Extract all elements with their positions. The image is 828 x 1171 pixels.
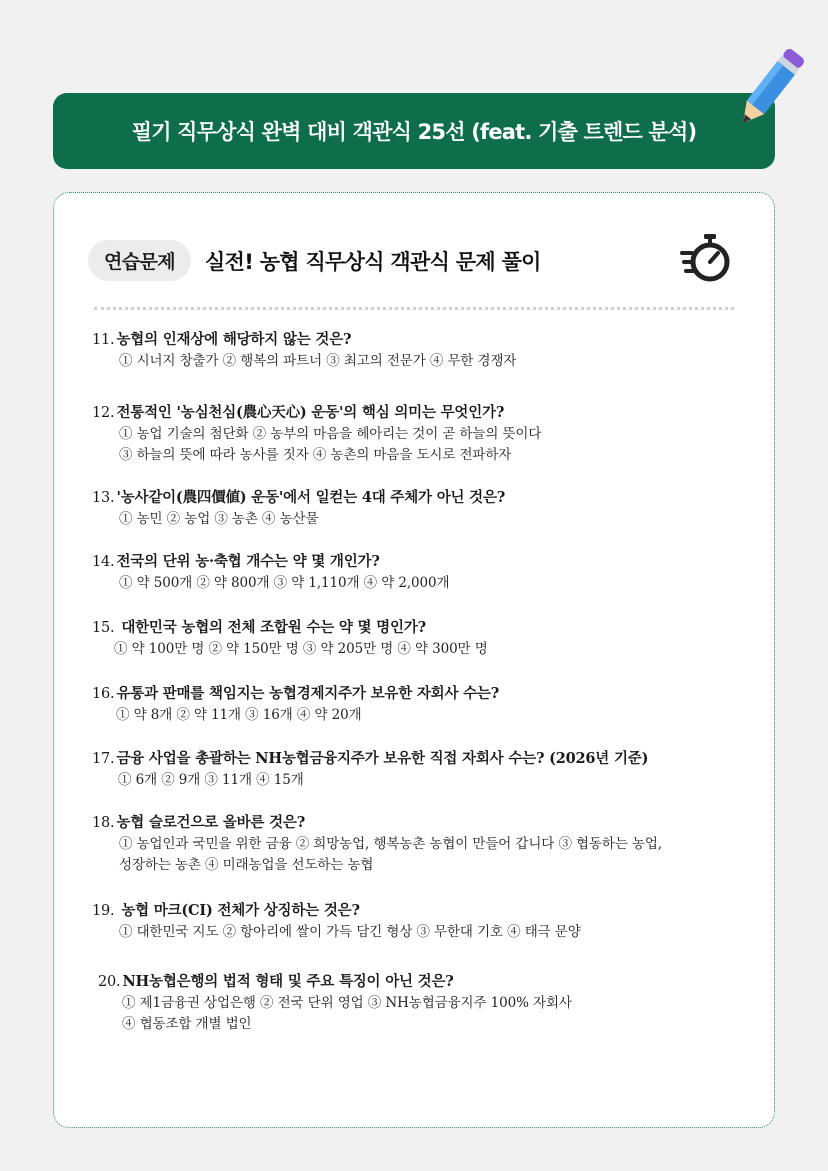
question-12 xyxy=(92,402,752,466)
question-options: ① 약 8개 ② 약 11개 ③ 16개 ④ 약 20개 xyxy=(116,707,362,723)
question-options: ① 6개 ② 9개 ③ 11개 ④ 15개 xyxy=(118,772,304,788)
header-banner xyxy=(53,93,775,169)
question-title: 11. 농협의 인재상에 해당하지 않는 것은? xyxy=(92,331,352,348)
question-title: 16. 유통과 판매를 책임지는 농협경제지주가 보유한 자회사 수는? xyxy=(92,685,500,702)
question-options: ③ 하늘의 뜻에 따라 농사를 짓자 ④ 농촌의 마음을 도시로 전파하자 xyxy=(119,447,512,463)
question-15 xyxy=(92,617,752,660)
question-20 xyxy=(98,971,758,1035)
stopwatch-icon xyxy=(680,233,736,283)
question-17 xyxy=(92,748,752,791)
question-11 xyxy=(92,329,752,372)
section-header xyxy=(88,240,541,281)
header-title: 필기 직무상식 완벽 대비 객관식 25선 (feat. 기출 트렌드 분석) xyxy=(131,120,697,144)
question-options: ① 시너지 창출가 ② 행복의 파트너 ③ 최고의 전문가 ④ 무한 경쟁자 xyxy=(119,353,517,369)
question-options: ① 약 500개 ② 약 800개 ③ 약 1,110개 ④ 약 2,000개 xyxy=(119,575,450,591)
question-18 xyxy=(92,812,752,876)
question-title: 18. 농협 슬로건으로 올바른 것은? xyxy=(92,814,305,831)
question-title: 20. NH농협은행의 법적 형태 및 주요 특징이 아닌 것은? xyxy=(98,973,454,990)
question-title: 13. '농사같이(農四價値) 운동'에서 일컫는 4대 주체가 아닌 것은? xyxy=(92,489,506,506)
pencil-icon xyxy=(728,40,810,140)
question-options: ① 대한민국 지도 ② 항아리에 쌀이 가득 담긴 형상 ③ 무한대 기호 ④ 태극 문양 xyxy=(119,924,581,940)
question-13 xyxy=(92,487,752,530)
question-16 xyxy=(92,683,752,726)
question-title: 19. 농협 마크(CI) 전체가 상징하는 것은? xyxy=(92,902,360,919)
section-title: 실전! 농협 직무상식 객관식 문제 풀이 xyxy=(205,249,541,274)
question-title: 14. 전국의 단위 농·축협 개수는 약 몇 개인가? xyxy=(92,553,380,570)
section-badge: 연습문제 xyxy=(88,240,191,281)
question-options: ① 농업인과 국민을 위한 금융 ② 희망농업, 행복농촌 농협이 만들어 갑니다 ③ 협동하는 농업, xyxy=(119,836,663,852)
question-options: ④ 협동조합 개별 법인 xyxy=(122,1016,252,1032)
question-options: ① 제1금융권 상업은행 ② 전국 단위 영업 ③ NH농협금융지주 100% 자회사 xyxy=(122,995,572,1011)
question-title: 17. 금융 사업을 총괄하는 NH농협금융지주가 보유한 직접 자회사 수는? (2026년 기준) xyxy=(92,750,649,767)
question-14 xyxy=(92,551,752,594)
question-options: ① 농민 ② 농업 ③ 농촌 ④ 농산물 xyxy=(119,511,319,527)
question-options: ① 약 100만 명 ② 약 150만 명 ③ 약 205만 명 ④ 약 300만 명 xyxy=(114,641,488,657)
practice-card xyxy=(53,192,775,1128)
question-19 xyxy=(92,900,752,943)
question-options: ① 농업 기술의 첨단화 ② 농부의 마음을 헤아리는 것이 곧 하늘의 뜻이다 xyxy=(119,426,542,442)
section-divider xyxy=(94,307,734,310)
question-title: 12. 전통적인 '농심천심(農心天心) 운동'의 핵심 의미는 무엇인가? xyxy=(92,404,505,421)
question-options: 성장하는 농촌 ④ 미래농업을 선도하는 농협 xyxy=(119,857,374,873)
question-title: 15. 대한민국 농협의 전체 조합원 수는 약 몇 명인가? xyxy=(92,619,426,636)
